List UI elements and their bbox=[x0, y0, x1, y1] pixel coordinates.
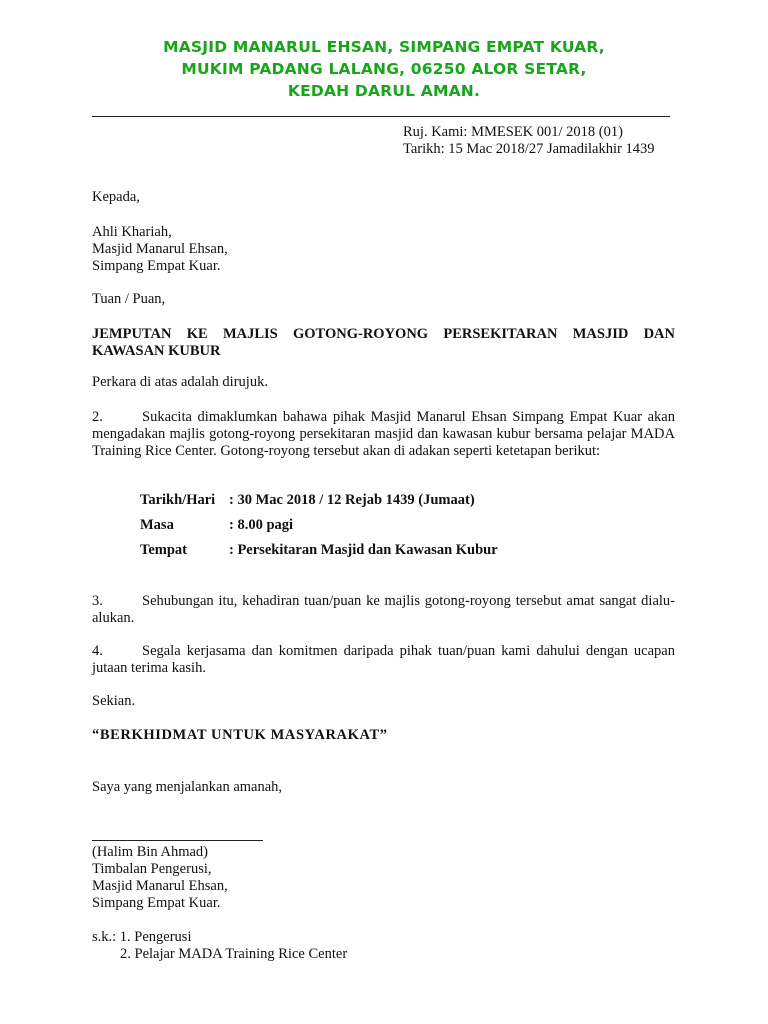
letterhead-line-3: KEDAH DARUL AMAN. bbox=[287, 82, 481, 100]
letterhead bbox=[0, 36, 768, 102]
signatory-name: (Halim Bin Ahmad) bbox=[92, 844, 208, 860]
detail-row-time bbox=[140, 517, 498, 542]
paragraph-2 bbox=[92, 409, 675, 460]
detail-label: Tarikh/Hari bbox=[140, 492, 216, 508]
recipient-kepada: Kepada, bbox=[92, 189, 140, 205]
header-divider bbox=[92, 116, 670, 117]
paragraph-1: Perkara di atas adalah dirujuk. bbox=[92, 374, 268, 390]
cc-line-1: s.k.: 1. Pengerusi bbox=[92, 929, 192, 945]
paragraph-3-text: Sehubungan itu, kehadiran tuan/puan ke majlis gotong-royong tersebut amat sangat dialu-alukan. bbox=[92, 593, 675, 626]
detail-value: : Persekitaran Masjid dan Kawasan Kubur bbox=[229, 542, 498, 558]
reference-date: Tarikh: 15 Mac 2018/27 Jamadilakhir 1439 bbox=[403, 141, 655, 157]
paragraph-3-number: 3. bbox=[92, 593, 103, 609]
cc-line-2: 2. Pelajar MADA Training Rice Center bbox=[120, 946, 348, 962]
closing: Sekian. bbox=[92, 693, 136, 709]
detail-label: Tempat bbox=[140, 542, 187, 558]
salutation: Tuan / Puan, bbox=[92, 291, 166, 307]
paragraph-3 bbox=[92, 593, 675, 627]
detail-row-date bbox=[140, 492, 498, 517]
paragraph-2-number: 2. bbox=[92, 409, 103, 425]
paragraph-4-number: 4. bbox=[92, 643, 103, 659]
amanah-line: Saya yang menjalankan amanah, bbox=[92, 779, 283, 795]
motto: “BERKHIDMAT UNTUK MASYARAKAT” bbox=[92, 727, 388, 743]
signatory-block bbox=[92, 844, 675, 912]
signature-line bbox=[92, 840, 263, 841]
paragraph-4 bbox=[92, 643, 675, 677]
detail-label: Masa bbox=[140, 517, 174, 533]
recipient-address bbox=[92, 224, 675, 275]
signatory-position: Timbalan Pengerusi, bbox=[92, 861, 212, 877]
detail-row-place bbox=[140, 542, 498, 567]
signatory-place: Simpang Empat Kuar. bbox=[92, 895, 221, 911]
reference-number: Ruj. Kami: MMESEK 001/ 2018 (01) bbox=[403, 124, 623, 140]
detail-value: : 30 Mac 2018 / 12 Rejab 1439 (Jumaat) bbox=[229, 492, 475, 508]
recipient-line-2: Masjid Manarul Ehsan, bbox=[92, 241, 228, 257]
event-details bbox=[140, 492, 498, 567]
letterhead-line-1: MASJID MANARUL EHSAN, SIMPANG EMPAT KUAR, bbox=[163, 38, 605, 56]
signatory-org: Masjid Manarul Ehsan, bbox=[92, 878, 228, 894]
recipient-line-3: Simpang Empat Kuar. bbox=[92, 258, 221, 274]
detail-value: : 8.00 pagi bbox=[229, 517, 294, 533]
recipient-line-1: Ahli Khariah, bbox=[92, 224, 172, 240]
paragraph-2-text: Sukacita dimaklumkan bahawa pihak Masjid Manarul Ehsan Simpang Empat Kuar akan mengadakan majlis gotong-royong persekitaran masjid dan kawasan kubur bersama pelajar MADA Training Rice Center. Gotong-royong tersebut akan di adakan seperti ketetapan berikut: bbox=[92, 409, 675, 459]
reference-block bbox=[403, 124, 654, 158]
letterhead-line-2: MUKIM PADANG LALANG, 06250 ALOR SETAR, bbox=[181, 60, 587, 78]
letter-subject: JEMPUTAN KE MAJLIS GOTONG-ROYONG PERSEKITARAN MASJID DAN KAWASAN KUBUR bbox=[92, 326, 675, 359]
paragraph-4-text: Segala kerjasama dan komitmen daripada pihak tuan/puan kami dahului dengan ucapan jutaan terima kasih. bbox=[92, 643, 675, 676]
